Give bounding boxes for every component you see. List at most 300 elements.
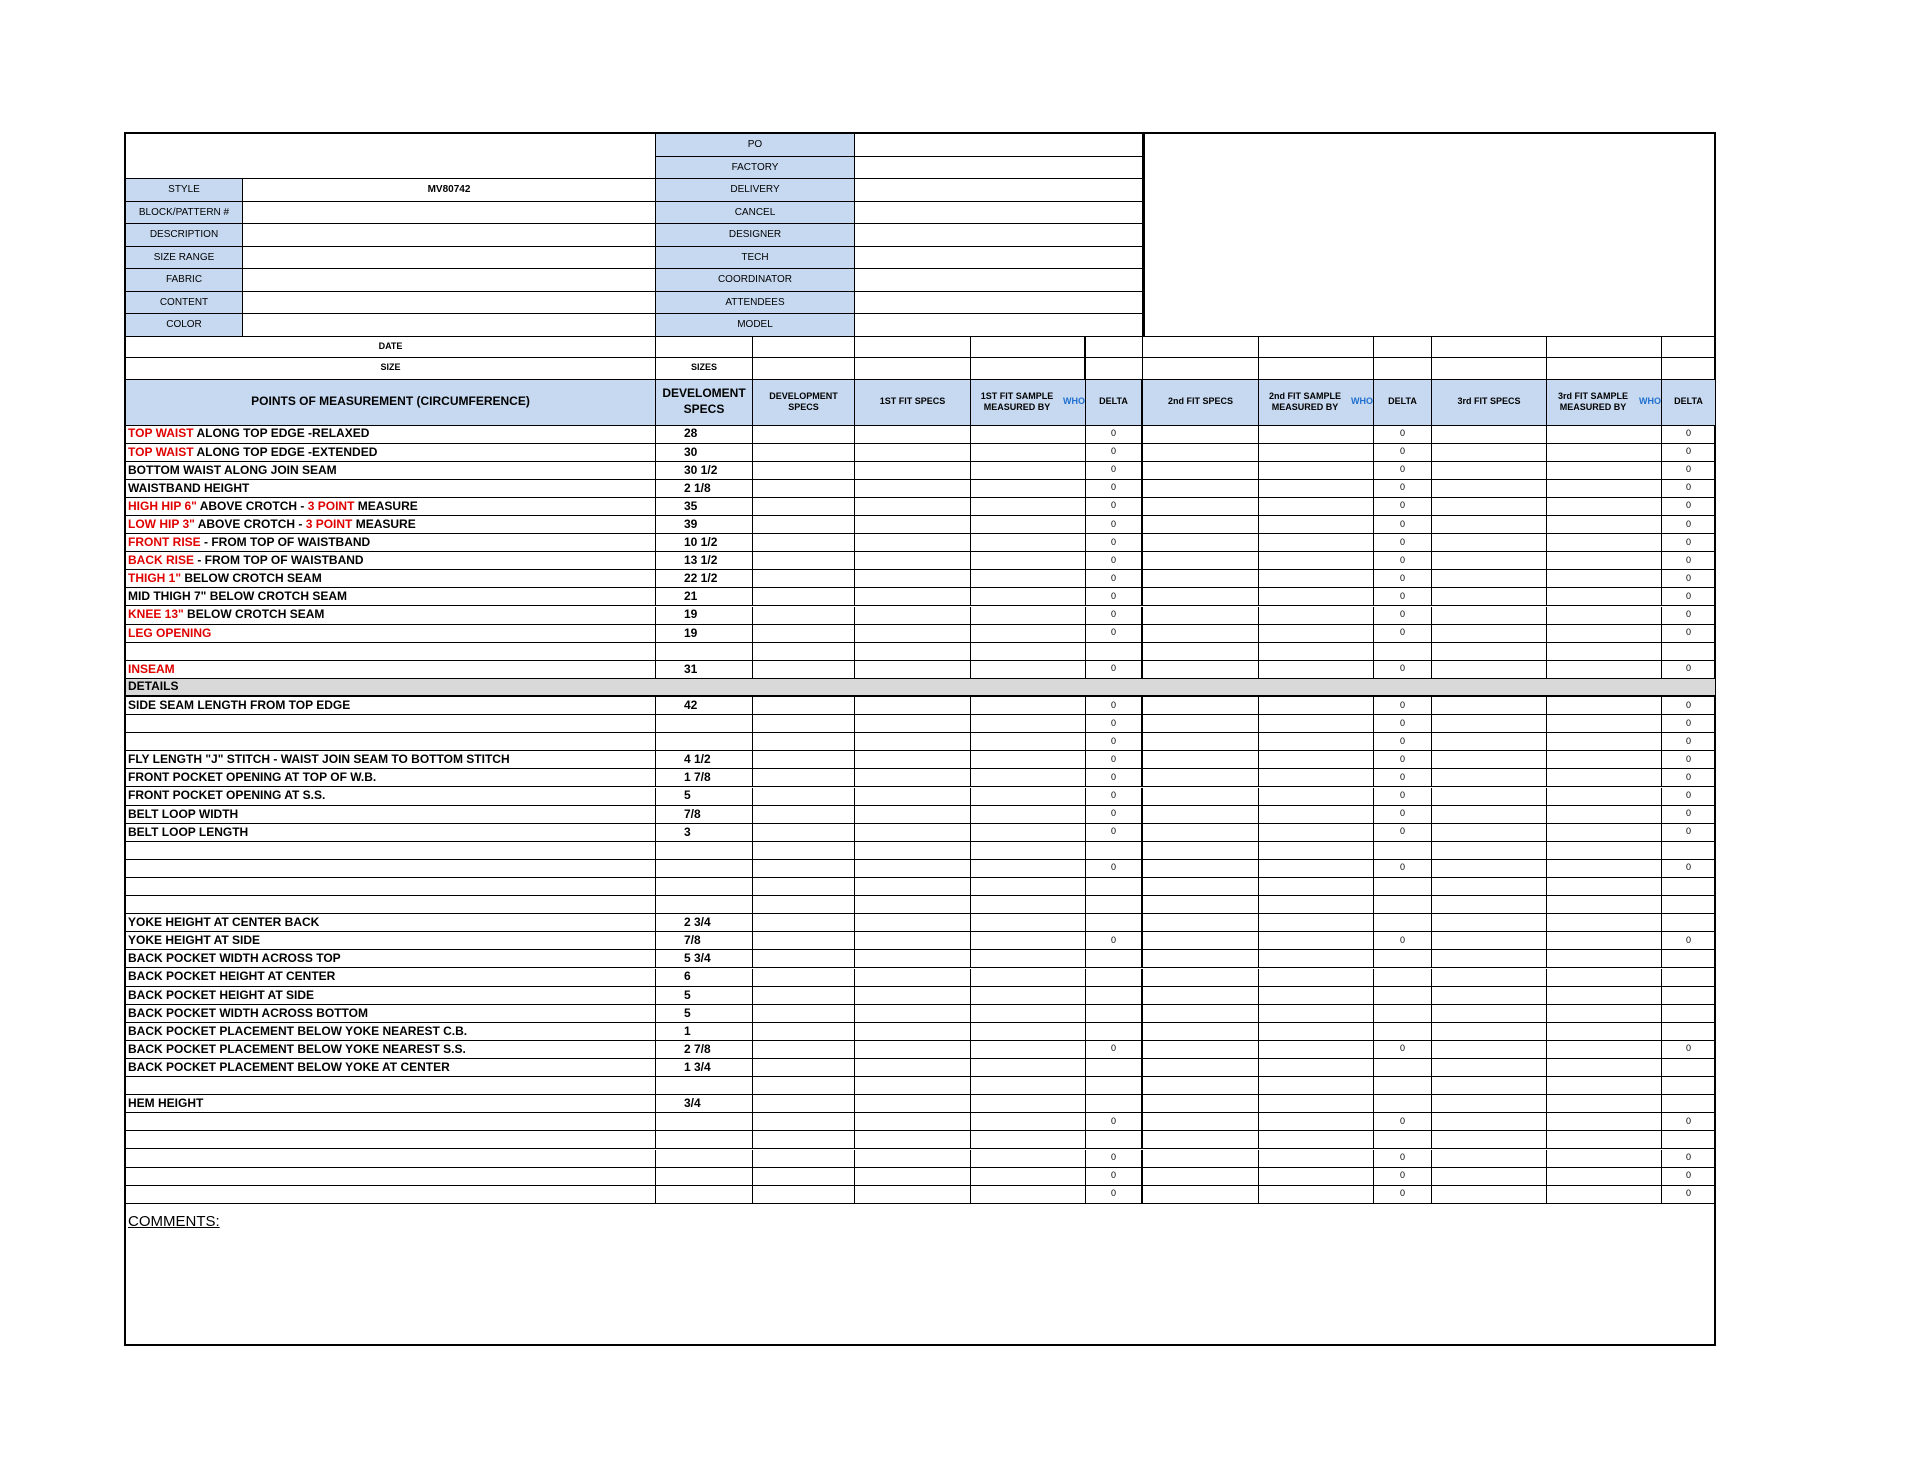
header-value: [243, 224, 656, 247]
size-label: SIZE: [126, 358, 656, 380]
delta-value: [1086, 896, 1143, 914]
empty-cell: [1547, 570, 1662, 588]
header-mid-label: TECH: [656, 247, 855, 270]
empty-cell: [1143, 842, 1259, 860]
empty-cell: [971, 733, 1086, 751]
empty-cell: [1259, 788, 1374, 806]
delta-value: [1374, 969, 1432, 987]
empty-cell: [1143, 860, 1259, 878]
col-header-fit3-delta: [1662, 380, 1716, 426]
measurement-label: [126, 444, 656, 462]
col-header-text: 2nd FIT SPECS: [1167, 396, 1233, 407]
empty-cell: [1259, 1131, 1374, 1149]
empty-cell: [971, 842, 1086, 860]
spec-value: 5: [656, 1005, 753, 1023]
empty-cell: [753, 588, 855, 606]
col-header-fit2-specs: [1143, 380, 1259, 426]
empty-cell: [1259, 426, 1374, 444]
empty-cell: [753, 788, 855, 806]
red-label: BACK RISE: [128, 553, 195, 568]
col-header-text: DEVELOMENT SPECS: [662, 386, 746, 416]
empty-cell: [1547, 697, 1662, 715]
measurement-label: [126, 661, 656, 679]
spec-value: 39: [656, 516, 753, 534]
empty-cell: [753, 516, 855, 534]
delta-value: 0: [1662, 1186, 1716, 1204]
empty-cell: [753, 1077, 855, 1095]
empty-cell: [1547, 607, 1662, 625]
delta-value: 0: [1662, 1168, 1716, 1186]
detail-label: BACK POCKET PLACEMENT BELOW YOKE NEAREST S.S.: [126, 1041, 656, 1059]
empty-cell: [855, 769, 971, 787]
header-right-blank: [1143, 134, 1714, 337]
empty-cell: [1432, 643, 1547, 661]
header-label: FABRIC: [126, 269, 243, 292]
detail-label: [126, 1186, 656, 1204]
empty-cell: [1432, 733, 1547, 751]
empty-cell: [971, 987, 1086, 1005]
col-header-fit1-sample: [971, 380, 1086, 426]
label-text: MID THIGH 7" BELOW CROTCH SEAM: [128, 589, 348, 604]
delta-value: [1374, 1131, 1432, 1149]
empty-cell: [855, 625, 971, 643]
empty-cell: [971, 914, 1086, 932]
delta-value: [1374, 987, 1432, 1005]
detail-label: BACK POCKET PLACEMENT BELOW YOKE AT CENTER: [126, 1059, 656, 1077]
empty-cell: [855, 1077, 971, 1095]
header-mid-value: [855, 202, 1143, 225]
header-label: SIZE RANGE: [126, 247, 243, 270]
empty-cell: [1547, 552, 1662, 570]
col-header-dev-specs: [656, 380, 753, 426]
empty-cell: [971, 1041, 1086, 1059]
empty-cell: [1432, 516, 1547, 534]
empty-cell: [753, 552, 855, 570]
empty-cell: [1259, 1095, 1374, 1113]
spec-value: 30 1/2: [656, 462, 753, 480]
delta-value: 0: [1374, 661, 1432, 679]
empty-cell: [1432, 1095, 1547, 1113]
date-size-cell: [1374, 337, 1432, 359]
empty-cell: [1259, 1168, 1374, 1186]
header-mid-label: ATTENDEES: [656, 292, 855, 315]
empty-cell: [1432, 1186, 1547, 1204]
spec-value: 10 1/2: [656, 534, 753, 552]
empty-cell: [1547, 480, 1662, 498]
empty-cell: [1547, 1059, 1662, 1077]
empty-cell: [1547, 769, 1662, 787]
empty-cell: [855, 444, 971, 462]
date-size-cell: [1143, 358, 1259, 380]
empty-cell: [1259, 625, 1374, 643]
measurement-label: [126, 643, 656, 661]
delta-value: 0: [1086, 769, 1143, 787]
delta-value: 0: [1662, 788, 1716, 806]
empty-cell: [1143, 462, 1259, 480]
empty-cell: [855, 643, 971, 661]
empty-cell: [1547, 1041, 1662, 1059]
red-label: THIGH 1": [128, 571, 182, 586]
empty-cell: [753, 1168, 855, 1186]
delta-value: 0: [1662, 1150, 1716, 1168]
empty-cell: [855, 987, 971, 1005]
empty-cell: [1432, 607, 1547, 625]
col-header-text: 3rd FIT SAMPLE MEASURED BY: [1557, 390, 1628, 412]
empty-cell: [1547, 1077, 1662, 1095]
detail-label: [126, 1168, 656, 1186]
spec-value: 13 1/2: [656, 552, 753, 570]
delta-value: 0: [1086, 570, 1143, 588]
delta-value: [1086, 914, 1143, 932]
empty-cell: [971, 1023, 1086, 1041]
date-size-cell: [1547, 358, 1662, 380]
detail-label: [126, 733, 656, 751]
empty-cell: [1143, 552, 1259, 570]
empty-cell: [971, 1168, 1086, 1186]
delta-value: 0: [1374, 1150, 1432, 1168]
empty-cell: [971, 552, 1086, 570]
empty-cell: [1547, 1131, 1662, 1149]
delta-value: 0: [1086, 932, 1143, 950]
spec-value: 42: [656, 697, 753, 715]
detail-label: YOKE HEIGHT AT CENTER BACK: [126, 914, 656, 932]
empty-cell: [1547, 1005, 1662, 1023]
delta-value: 0: [1662, 588, 1716, 606]
delta-value: 0: [1662, 426, 1716, 444]
empty-cell: [855, 932, 971, 950]
details-header: DETAILS: [126, 679, 1716, 697]
empty-cell: [1143, 588, 1259, 606]
delta-value: [1086, 878, 1143, 896]
delta-value: [1374, 1023, 1432, 1041]
empty-cell: [1143, 914, 1259, 932]
date-label: DATE: [126, 337, 656, 359]
empty-cell: [1143, 1186, 1259, 1204]
delta-value: 0: [1086, 824, 1143, 842]
empty-cell: [971, 860, 1086, 878]
header-mid-label: DESIGNER: [656, 224, 855, 247]
empty-cell: [753, 914, 855, 932]
empty-cell: [1259, 516, 1374, 534]
delta-value: 0: [1662, 625, 1716, 643]
date-size-cell: [1432, 358, 1547, 380]
empty-cell: [1547, 914, 1662, 932]
empty-cell: [1432, 1059, 1547, 1077]
detail-label: BACK POCKET WIDTH ACROSS BOTTOM: [126, 1005, 656, 1023]
red-label: HIGH HIP 6": [128, 498, 197, 513]
label-text: BELOW CROTCH SEAM: [183, 607, 325, 622]
col-header-development-specs: [753, 380, 855, 426]
empty-cell: [1259, 534, 1374, 552]
empty-cell: [855, 950, 971, 968]
empty-cell: [1259, 878, 1374, 896]
empty-cell: [1143, 1113, 1259, 1131]
delta-value: 0: [1086, 715, 1143, 733]
empty-cell: [1547, 1186, 1662, 1204]
detail-label: BACK POCKET HEIGHT AT SIDE: [126, 987, 656, 1005]
empty-cell: [1432, 426, 1547, 444]
empty-cell: [753, 498, 855, 516]
empty-cell: [855, 1095, 971, 1113]
empty-cell: [1259, 896, 1374, 914]
empty-cell: [855, 1150, 971, 1168]
delta-value: 0: [1086, 733, 1143, 751]
spec-value: 5: [656, 788, 753, 806]
empty-cell: [1143, 878, 1259, 896]
header-blank: [126, 134, 656, 179]
delta-value: 0: [1662, 444, 1716, 462]
spec-value: [656, 878, 753, 896]
spec-value: 1 7/8: [656, 769, 753, 787]
empty-cell: [855, 661, 971, 679]
empty-cell: [971, 751, 1086, 769]
empty-cell: [1259, 824, 1374, 842]
delta-value: 0: [1374, 715, 1432, 733]
empty-cell: [1432, 1113, 1547, 1131]
empty-cell: [1432, 498, 1547, 516]
empty-cell: [1143, 1005, 1259, 1023]
empty-cell: [1547, 1150, 1662, 1168]
header-label: DESCRIPTION: [126, 224, 243, 247]
empty-cell: [855, 896, 971, 914]
empty-cell: [753, 733, 855, 751]
delta-value: 0: [1086, 860, 1143, 878]
date-size-cell: [971, 337, 1086, 359]
delta-value: 0: [1662, 607, 1716, 625]
empty-cell: [1259, 842, 1374, 860]
delta-value: 0: [1662, 697, 1716, 715]
label-text: - FROM TOP OF WAISTBAND: [200, 535, 371, 550]
delta-value: 0: [1662, 751, 1716, 769]
spec-value: 7/8: [656, 932, 753, 950]
spec-value: 2 1/8: [656, 480, 753, 498]
delta-value: 0: [1374, 860, 1432, 878]
empty-cell: [1259, 751, 1374, 769]
delta-value: 0: [1662, 552, 1716, 570]
delta-value: [1662, 1023, 1716, 1041]
spec-value: 7/8: [656, 806, 753, 824]
empty-cell: [753, 860, 855, 878]
detail-label: [126, 896, 656, 914]
empty-cell: [1547, 950, 1662, 968]
empty-cell: [1143, 1150, 1259, 1168]
detail-label: FLY LENGTH "J" STITCH - WAIST JOIN SEAM TO BOTTOM STITCH: [126, 751, 656, 769]
empty-cell: [1547, 1095, 1662, 1113]
delta-value: [1662, 878, 1716, 896]
empty-cell: [1143, 987, 1259, 1005]
col-header-text: 1ST FIT SPECS: [879, 396, 946, 407]
delta-value: 0: [1662, 534, 1716, 552]
delta-value: 0: [1374, 462, 1432, 480]
header-mid-label: CANCEL: [656, 202, 855, 225]
delta-value: [1662, 896, 1716, 914]
empty-cell: [1432, 806, 1547, 824]
delta-value: 0: [1662, 806, 1716, 824]
empty-cell: [1259, 1077, 1374, 1095]
delta-value: 0: [1374, 932, 1432, 950]
header-mid-value: [855, 247, 1143, 270]
header-mid-value: [855, 134, 1143, 157]
detail-label: BACK POCKET WIDTH ACROSS TOP: [126, 950, 656, 968]
empty-cell: [855, 588, 971, 606]
delta-value: [1662, 950, 1716, 968]
date-size-cell: [1143, 337, 1259, 359]
delta-value: [1662, 914, 1716, 932]
col-header-text: DELTA: [1674, 396, 1703, 407]
empty-cell: [753, 769, 855, 787]
spec-value: [656, 1186, 753, 1204]
red-label: 3 POINT: [305, 516, 353, 531]
measurement-label: [126, 462, 656, 480]
empty-cell: [1259, 570, 1374, 588]
delta-value: 0: [1086, 625, 1143, 643]
empty-cell: [971, 1186, 1086, 1204]
spec-value: [656, 860, 753, 878]
delta-value: 0: [1374, 625, 1432, 643]
col-header-fit3-specs: [1432, 380, 1547, 426]
empty-cell: [855, 751, 971, 769]
detail-label: [126, 715, 656, 733]
spec-value: 1: [656, 1023, 753, 1041]
spec-value: [656, 1077, 753, 1095]
delta-value: 0: [1374, 1113, 1432, 1131]
spec-value: 19: [656, 607, 753, 625]
empty-cell: [971, 1077, 1086, 1095]
empty-cell: [1432, 697, 1547, 715]
empty-cell: [1143, 697, 1259, 715]
red-label: LEG OPENING: [128, 625, 212, 640]
empty-cell: [1432, 715, 1547, 733]
empty-cell: [971, 570, 1086, 588]
empty-cell: [1143, 788, 1259, 806]
empty-cell: [1547, 969, 1662, 987]
empty-cell: [1259, 607, 1374, 625]
empty-cell: [971, 788, 1086, 806]
empty-cell: [1259, 1041, 1374, 1059]
spec-value: [656, 1168, 753, 1186]
empty-cell: [855, 697, 971, 715]
empty-cell: [1259, 643, 1374, 661]
empty-cell: [855, 878, 971, 896]
detail-label: BELT LOOP LENGTH: [126, 824, 656, 842]
empty-cell: [1547, 1113, 1662, 1131]
empty-cell: [1432, 552, 1547, 570]
empty-cell: [971, 1113, 1086, 1131]
sizes-label: SIZES: [656, 358, 753, 380]
delta-value: 0: [1086, 1168, 1143, 1186]
spec-value: 28: [656, 426, 753, 444]
header-mid-label: DELIVERY: [656, 179, 855, 202]
delta-value: [1086, 1023, 1143, 1041]
empty-cell: [753, 1150, 855, 1168]
empty-cell: [855, 1023, 971, 1041]
delta-value: [1662, 1077, 1716, 1095]
header-mid-label: MODEL: [656, 314, 855, 337]
empty-cell: [1259, 806, 1374, 824]
empty-cell: [1432, 987, 1547, 1005]
measurement-label: [126, 625, 656, 643]
empty-cell: [753, 1186, 855, 1204]
empty-cell: [971, 697, 1086, 715]
measurement-label: [126, 426, 656, 444]
spec-value: 5: [656, 987, 753, 1005]
measurement-label: [126, 480, 656, 498]
empty-cell: [855, 552, 971, 570]
empty-cell: [1547, 715, 1662, 733]
empty-cell: [971, 426, 1086, 444]
delta-value: 0: [1086, 516, 1143, 534]
empty-cell: [1432, 444, 1547, 462]
empty-cell: [1547, 1168, 1662, 1186]
empty-cell: [1259, 697, 1374, 715]
header-mid-value: [855, 224, 1143, 247]
empty-cell: [1547, 588, 1662, 606]
empty-cell: [1259, 932, 1374, 950]
empty-cell: [753, 1095, 855, 1113]
delta-value: [1662, 1005, 1716, 1023]
empty-cell: [1143, 516, 1259, 534]
empty-cell: [1547, 516, 1662, 534]
delta-value: 0: [1374, 788, 1432, 806]
empty-cell: [753, 824, 855, 842]
spec-value: 21: [656, 588, 753, 606]
spec-value: 2 3/4: [656, 914, 753, 932]
label-text: ALONG TOP EDGE -EXTENDED: [193, 444, 378, 459]
empty-cell: [855, 1186, 971, 1204]
delta-value: 0: [1662, 932, 1716, 950]
date-size-cell: [1662, 358, 1716, 380]
empty-cell: [1547, 643, 1662, 661]
date-size-cell: [971, 358, 1086, 380]
empty-cell: [753, 987, 855, 1005]
empty-cell: [753, 1131, 855, 1149]
header-label: STYLE: [126, 179, 243, 202]
measurement-label: [126, 588, 656, 606]
delta-value: [1086, 1005, 1143, 1023]
spec-value: 19: [656, 625, 753, 643]
empty-cell: [971, 588, 1086, 606]
empty-cell: [1143, 751, 1259, 769]
empty-cell: [855, 498, 971, 516]
empty-cell: [1547, 896, 1662, 914]
header-value: [243, 292, 656, 315]
empty-cell: [1432, 1023, 1547, 1041]
empty-cell: [753, 1005, 855, 1023]
detail-label: [126, 1150, 656, 1168]
empty-cell: [1547, 733, 1662, 751]
delta-value: 0: [1086, 426, 1143, 444]
empty-cell: [1143, 1023, 1259, 1041]
empty-cell: [971, 950, 1086, 968]
empty-cell: [855, 426, 971, 444]
delta-value: 0: [1374, 824, 1432, 842]
empty-cell: [1432, 1041, 1547, 1059]
empty-cell: [1547, 878, 1662, 896]
delta-value: 0: [1374, 1041, 1432, 1059]
detail-label: [126, 842, 656, 860]
header-label: BLOCK/PATTERN #: [126, 202, 243, 225]
empty-cell: [1432, 860, 1547, 878]
date-size-cell: [1662, 337, 1716, 359]
empty-cell: [1259, 914, 1374, 932]
header-label: CONTENT: [126, 292, 243, 315]
spec-value: 4 1/2: [656, 751, 753, 769]
delta-value: 0: [1374, 516, 1432, 534]
measurement-label: [126, 607, 656, 625]
empty-cell: [1143, 950, 1259, 968]
delta-value: 0: [1662, 462, 1716, 480]
delta-value: [1374, 914, 1432, 932]
